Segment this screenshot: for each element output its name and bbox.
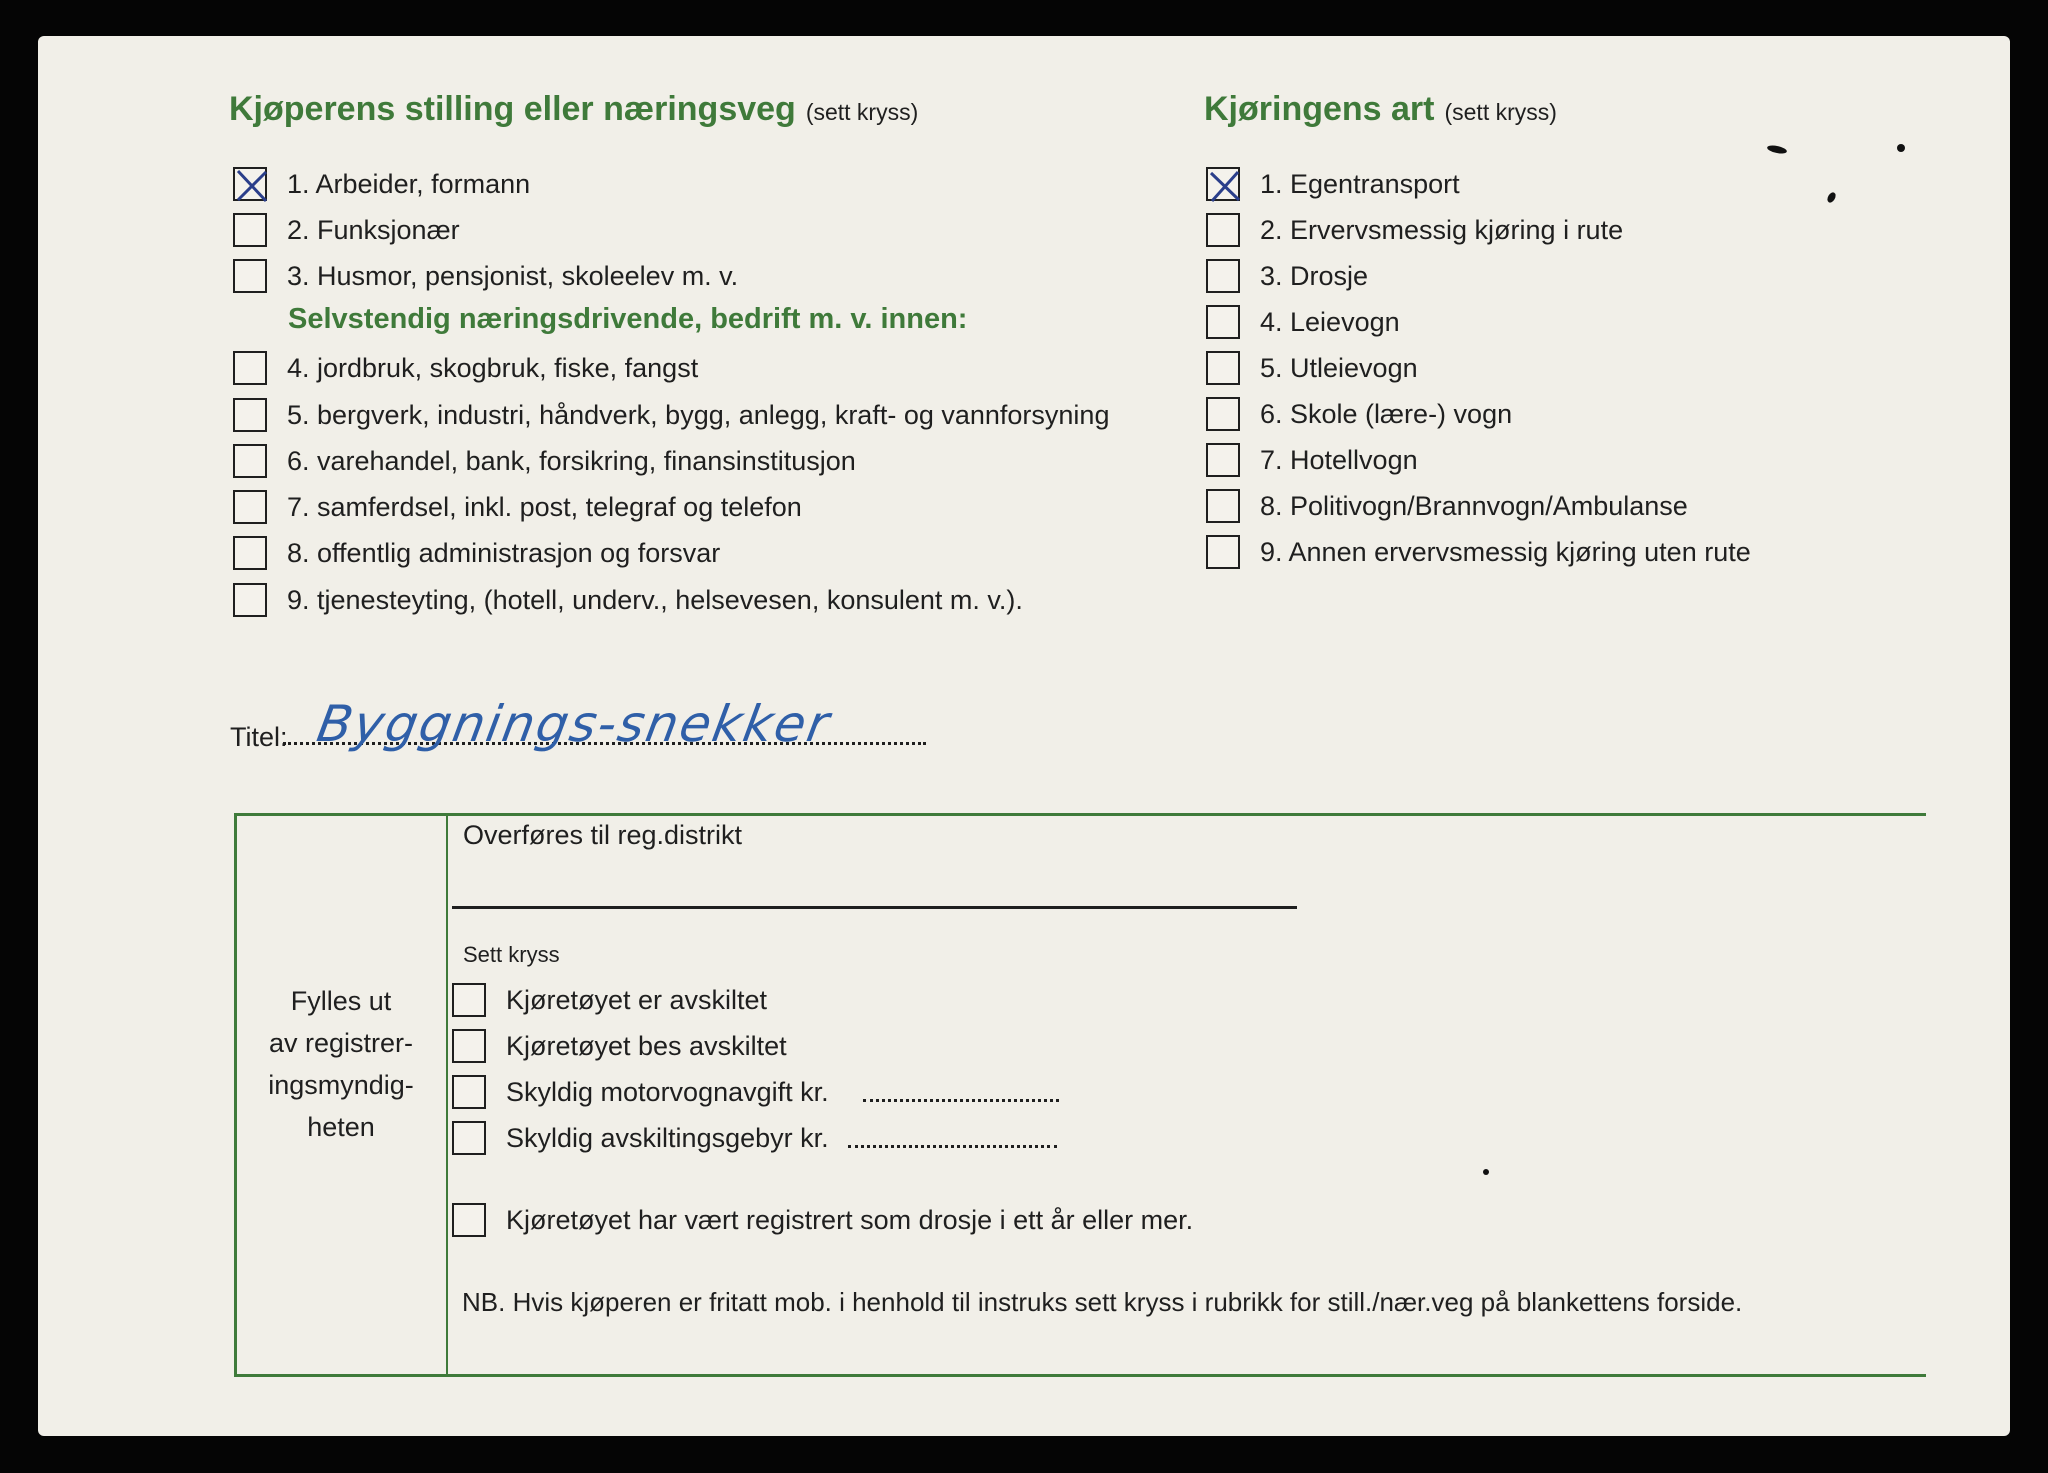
- driving-option-4[interactable]: [1206, 303, 1400, 341]
- checkbox[interactable]: [233, 536, 267, 570]
- driving-option-9[interactable]: [1206, 533, 1751, 571]
- side-label-line-3: ingsmyndig-: [268, 1070, 414, 1100]
- x-mark-icon: [1206, 167, 1244, 205]
- option-label: 8. offentlig administrasjon og forsvar: [287, 537, 721, 568]
- checkbox[interactable]: [233, 583, 267, 617]
- nb-note: NB. Hvis kjøperen er fritatt mob. i henhold til instruks sett kryss i rubrikk for still./nær.veg på blankettens forside.: [462, 1287, 1743, 1317]
- driving-option-5[interactable]: [1206, 349, 1418, 387]
- option-label: 8. Politivogn/Brannvogn/Ambulanse: [1260, 490, 1688, 521]
- transfer-input-line[interactable]: [452, 906, 1297, 909]
- occupation-option-7[interactable]: [233, 488, 802, 526]
- option-label: 1. Arbeider, formann: [287, 168, 531, 199]
- occupation-option-3[interactable]: [233, 257, 738, 295]
- checkbox[interactable]: [1206, 167, 1240, 201]
- side-label-line-2: av registrer-: [268, 1028, 414, 1058]
- driving-type-note: (sett kryss): [1444, 99, 1557, 125]
- occupation-option-9[interactable]: [233, 581, 1023, 619]
- reg-check-deregistered[interactable]: [452, 981, 767, 1019]
- checkbox[interactable]: [1206, 443, 1240, 477]
- option-label: 4. jordbruk, skogbruk, fiske, fangst: [287, 352, 699, 383]
- checkbox[interactable]: [452, 1029, 486, 1063]
- occupation-option-4[interactable]: [233, 349, 698, 387]
- checkbox[interactable]: [1206, 259, 1240, 293]
- option-label: 3. Husmor, pensjonist, skoleelev m. v.: [287, 260, 739, 291]
- driving-type-title: Kjøringens art: [1204, 90, 1435, 128]
- checkbox[interactable]: [1206, 305, 1240, 339]
- option-label: Skyldig motorvognavgift kr.: [506, 1076, 829, 1107]
- x-mark-icon: [233, 167, 271, 205]
- buyer-occupation-note: (sett kryss): [805, 99, 919, 125]
- option-label: 4. Leievogn: [1260, 306, 1400, 337]
- option-label: 7. samferdsel, inkl. post, telegraf og telefon: [287, 491, 802, 522]
- titel-label: Titel:: [230, 722, 288, 752]
- option-label: 9. tjenesteyting, (hotell, underv., helsevesen, konsulent m. v.).: [287, 584, 1023, 615]
- option-label: 1. Egentransport: [1260, 168, 1460, 199]
- side-label-line-4: heten: [307, 1112, 375, 1142]
- occupation-option-1[interactable]: [233, 165, 530, 203]
- authority-side-label: [236, 980, 446, 1148]
- checkbox[interactable]: [1206, 213, 1240, 247]
- checkbox[interactable]: [233, 167, 267, 201]
- self-employed-subheading: Selvstendig næringsdrivende, bedrift m. v. innen:: [288, 303, 968, 335]
- deregistration-fee-amount-line[interactable]: [848, 1145, 1057, 1148]
- option-label: 6. Skole (lære-) vogn: [1260, 398, 1513, 429]
- option-label: 6. varehandel, bank, forsikring, finansinstitusjon: [287, 445, 856, 476]
- option-label: 2. Ervervsmessig kjøring i rute: [1260, 214, 1624, 245]
- option-label: Kjøretøyet er avskiltet: [506, 984, 768, 1015]
- occupation-option-5[interactable]: [233, 396, 1109, 434]
- option-label: Kjøretøyet bes avskiltet: [506, 1030, 787, 1061]
- driving-option-7[interactable]: [1206, 441, 1418, 479]
- checkbox[interactable]: [233, 398, 267, 432]
- checkbox[interactable]: [233, 444, 267, 478]
- occupation-option-8[interactable]: [233, 534, 720, 572]
- checkbox[interactable]: [452, 1203, 486, 1237]
- checkbox[interactable]: [233, 490, 267, 524]
- occupation-option-2[interactable]: [233, 211, 460, 249]
- option-label: 2. Funksjonær: [287, 214, 460, 245]
- checkbox[interactable]: [452, 1075, 486, 1109]
- occupation-option-6[interactable]: [233, 442, 856, 480]
- option-label: 7. Hotellvogn: [1260, 444, 1418, 475]
- driving-option-3[interactable]: [1206, 257, 1368, 295]
- checkbox[interactable]: [1206, 397, 1240, 431]
- driving-option-1[interactable]: [1206, 165, 1460, 203]
- ink-speck: [1483, 1169, 1489, 1175]
- option-label: Kjøretøyet har vært registrert som drosje i ett år eller mer.: [506, 1204, 1194, 1235]
- option-label: 3. Drosje: [1260, 260, 1369, 291]
- box-column-divider: [446, 813, 448, 1377]
- checkbox[interactable]: [1206, 489, 1240, 523]
- checkbox[interactable]: [1206, 351, 1240, 385]
- buyer-occupation-title: Kjøperens stilling eller næringsveg: [229, 90, 796, 128]
- box-top-border: [234, 813, 1926, 816]
- side-label-line-1: Fylles ut: [290, 986, 392, 1016]
- driving-option-2[interactable]: [1206, 211, 1623, 249]
- checkbox[interactable]: [1206, 535, 1240, 569]
- reg-check-deregistration-fee[interactable]: [452, 1119, 829, 1157]
- box-bottom-border: [234, 1374, 1926, 1377]
- checkbox[interactable]: [233, 259, 267, 293]
- option-label: 5. Utleievogn: [1260, 352, 1418, 383]
- driving-type-heading: [1204, 90, 1557, 129]
- driving-option-8[interactable]: [1206, 487, 1688, 525]
- checkbox[interactable]: [233, 351, 267, 385]
- option-label: 5. bergverk, industri, håndverk, bygg, anlegg, kraft- og vannforsyning: [287, 399, 1110, 430]
- option-label: 9. Annen ervervsmessig kjøring uten rute: [1260, 536, 1751, 567]
- buyer-occupation-heading: [229, 90, 918, 129]
- reg-check-request-deregistration[interactable]: [452, 1027, 787, 1065]
- checkbox[interactable]: [233, 213, 267, 247]
- reg-check-vehicle-tax[interactable]: [452, 1073, 829, 1111]
- vehicle-tax-amount-line[interactable]: [863, 1099, 1059, 1102]
- checkbox[interactable]: [452, 1121, 486, 1155]
- titel-handwritten-value[interactable]: Byggnings-snekker: [312, 695, 836, 753]
- transfer-label: Overføres til reg.distrikt: [463, 820, 743, 850]
- checkbox[interactable]: [452, 983, 486, 1017]
- driving-option-6[interactable]: [1206, 395, 1512, 433]
- ink-speck: [1897, 144, 1905, 152]
- sett-kryss-label: Sett kryss: [463, 942, 560, 967]
- reg-check-taxi-history[interactable]: [452, 1201, 1193, 1239]
- option-label: Skyldig avskiltingsgebyr kr.: [506, 1122, 829, 1153]
